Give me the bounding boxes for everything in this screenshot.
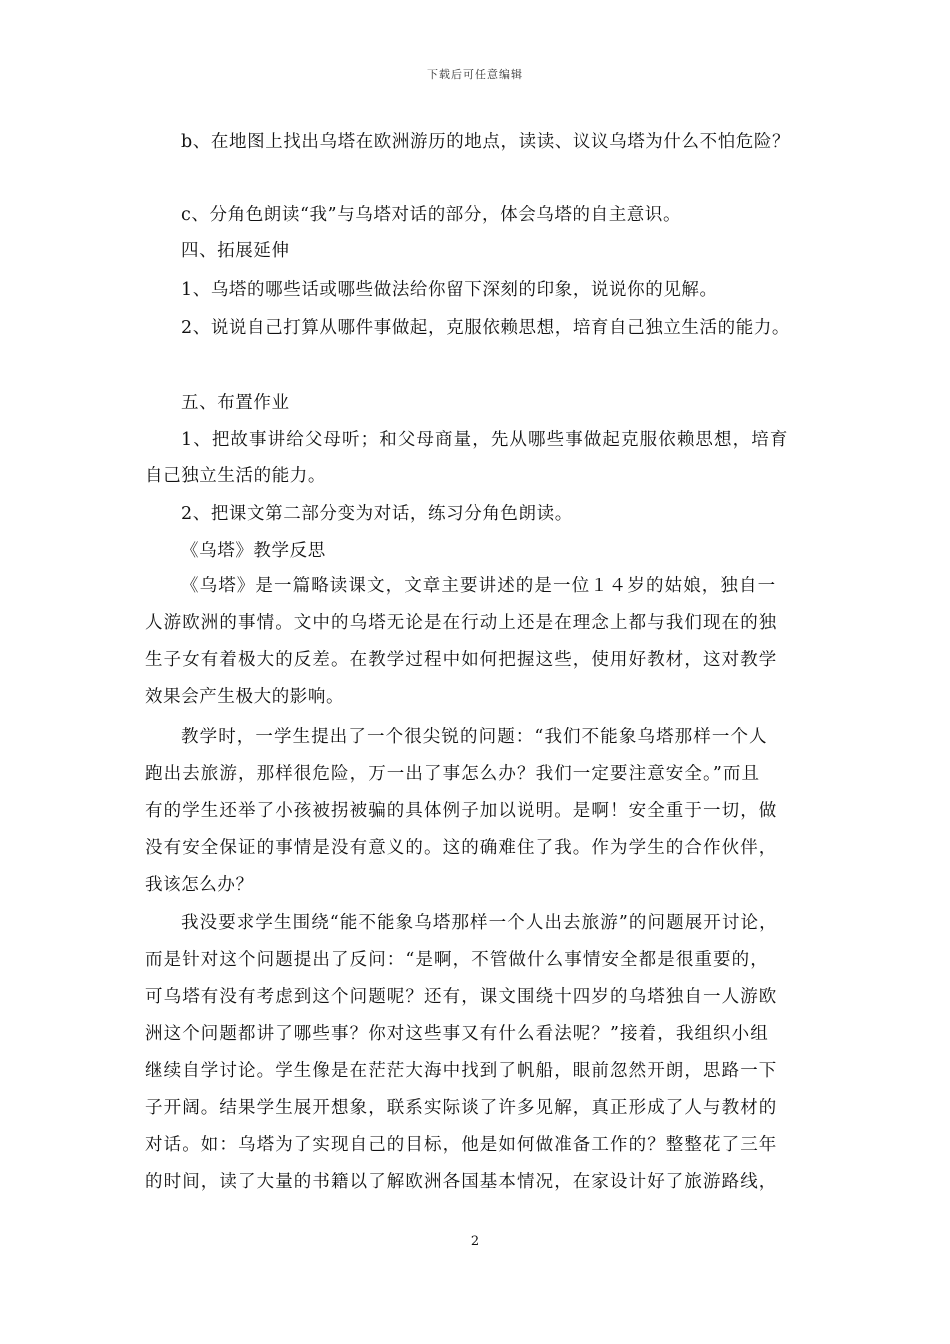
- text-line: 跑出去旅游，那样很危险，万一出了事怎么办？我们一定要注意安全。”而且: [145, 764, 761, 784]
- text-line: 1、把故事讲给父母听；和父母商量，先从哪些事做起克服依赖思想，培育: [181, 430, 789, 450]
- text-line: 人游欧洲的事情。文中的乌塔无论是在行动上还是在理念上都与我们现在的独: [145, 613, 778, 633]
- text-line: 洲这个问题都讲了哪些事？你对这些事又有什么看法呢？”接着，我组织小组: [145, 1024, 769, 1044]
- text-line: 可乌塔有没有考虑到这个问题呢？还有，课文围绕十四岁的乌塔独自一人游欧: [145, 987, 778, 1007]
- section-heading: 四、拓展延伸: [181, 241, 290, 261]
- text-line: 而是针对这个问题提出了反问：“是啊，不管做什么事情安全都是很重要的，: [145, 950, 769, 970]
- text-line: 我没要求学生围绕“能不能象乌塔那样一个人出去旅游”的问题展开讨论，: [181, 913, 778, 933]
- text-line: 对话。如：乌塔为了实现自己的目标，他是如何做准备工作的？整整花了三年: [145, 1135, 778, 1155]
- text-line: 1、乌塔的哪些话或哪些做法给你留下深刻的印象，说说你的见解。: [181, 280, 718, 300]
- page-header: 下载后可任意编辑: [427, 68, 523, 81]
- text-line: 《乌塔》是一篇略读课文，文章主要讲述的是一位１４岁的姑娘，独自一: [181, 576, 777, 596]
- text-line: b、在地图上找出乌塔在欧洲游历的地点，读读、议议乌塔为什么不怕危险？: [181, 132, 791, 152]
- text-line: 教学时，一学生提出了一个很尖锐的问题：“我们不能象乌塔那样一个人: [181, 727, 768, 747]
- text-line: 有的学生还举了小孩被拐被骗的具体例子加以说明。是啊！安全重于一切，做: [145, 801, 778, 821]
- page-number: 2: [470, 1234, 480, 1249]
- text-line: 没有安全保证的事情是没有意义的。这的确难住了我。作为学生的合作伙伴，: [145, 838, 778, 858]
- text-line: c、分角色朗读“我”与乌塔对话的部分，体会乌塔的自主意识。: [181, 205, 682, 225]
- text-line: 2、说说自己打算从哪件事做起，克服依赖思想，培育自己独立生活的能力。: [181, 318, 791, 338]
- text-line: 的时间，读了大量的书籍以了解欧洲各国基本情况，在家设计好了旅游路线，: [145, 1172, 778, 1192]
- text-line: 自己独立生活的能力。: [145, 466, 326, 486]
- text-line: 子开阔。结果学生展开想象，联系实际谈了许多见解，真正形成了人与教材的: [145, 1098, 778, 1118]
- text-line: 继续自学讨论。学生像是在茫茫大海中找到了帆船，眼前忽然开朗，思路一下: [145, 1061, 778, 1081]
- text-line: 我该怎么办？: [145, 875, 254, 895]
- article-title: 《乌塔》教学反思: [181, 541, 326, 561]
- section-heading: 五、布置作业: [181, 393, 290, 413]
- text-line: 效果会产生极大的影响。: [145, 687, 345, 707]
- text-line: 生子女有着极大的反差。在教学过程中如何把握这些，使用好教材，这对教学: [145, 650, 778, 670]
- text-line: 2、把课文第二部分变为对话，练习分角色朗读。: [181, 504, 573, 524]
